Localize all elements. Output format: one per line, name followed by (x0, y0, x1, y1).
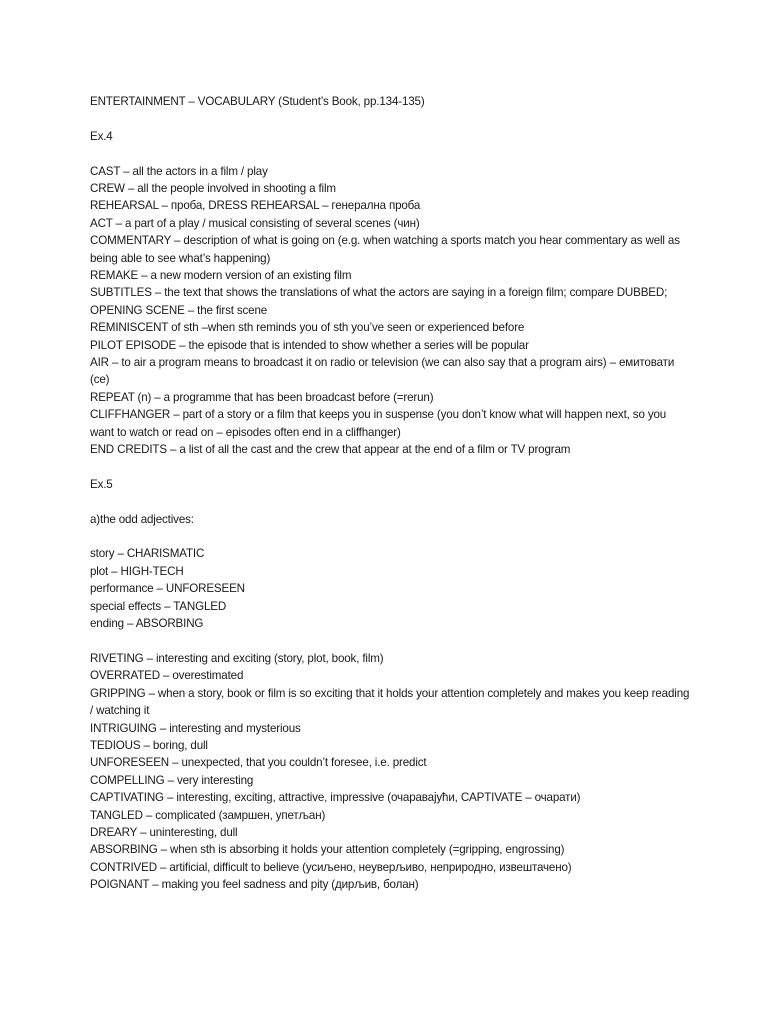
spacer (90, 493, 690, 510)
vocab-entry: CAST – all the actors in a film / play (90, 164, 268, 178)
vocab-entry: COMMENTARY – description of what is going on (e.g. when watching a sports match you hear commentary as well as being able to see what’s happening) (90, 234, 680, 265)
vocab-entry: CLIFFHANGER – part of a story or a film that keeps you in suspense (you don’t know what will happen next, so you want to watch or read on – episodes often end in a cliffhanger) (90, 408, 667, 439)
odd-adjective-item: special effects – TANGLED (90, 599, 227, 613)
vocab-entry: REPEAT (n) – a programme that has been broadcast before (=rerun) (90, 390, 434, 404)
vocab-entry: SUBTITLES – the text that shows the translations of what the actors are saying in a foreign film; compare DUBBED; (90, 286, 668, 300)
odd-adjective-item: plot – HIGH-TECH (90, 564, 184, 578)
exercise-4-heading: Ex.4 (90, 129, 113, 143)
exercise-4-entries (90, 163, 690, 459)
vocab-entry: CREW – all the people involved in shooting a film (90, 182, 336, 195)
spacer (90, 459, 690, 476)
spacer (90, 528, 690, 545)
definition-entry: OVERRATED – overestimated (90, 669, 244, 683)
odd-adjectives-list (90, 545, 690, 632)
definition-entry: ABSORBING – when sth is absorbing it holds your attention completely (=gripping, engrossing) (90, 843, 565, 857)
definition-entry: TANGLED – complicated (замршен, упетљан) (90, 808, 326, 822)
exercise-5-subheading: a)the odd adjectives: (90, 512, 194, 526)
definition-entry: CAPTIVATING – interesting, exciting, attractive, impressive (очаравајући, CAPTIVATE – очарати) (90, 791, 581, 805)
vocab-entry: REMINISCENT of sth –when sth reminds you of sth you’ve seen or experienced before (90, 321, 525, 335)
vocab-entry: REMAKE – a new modern version of an existing film (90, 269, 352, 283)
vocab-entry: AIR – to air a program means to broadcast it on radio or television (we can also say that a program airs) – емитовати (се) (90, 356, 675, 387)
vocab-entry: END CREDITS – a list of all the cast and the crew that appear at the end of a film or TV program (90, 443, 571, 457)
adjective-definitions (90, 650, 690, 894)
definition-entry: TEDIOUS – boring, dull (90, 738, 208, 752)
odd-adjective-item: performance – UNFORESEEN (90, 582, 245, 596)
definition-entry: UNFORESEEN – unexpected, that you couldn’t foresee, i.e. predict (90, 756, 427, 770)
definition-entry: POIGNANT – making you feel sadness and pity (дирљив, болан) (90, 878, 419, 892)
definition-entry: GRIPPING – when a story, book or film is so exciting that it holds your attention completely and makes you keep reading / watching it (90, 686, 690, 718)
definition-entry: INTRIGUING – interesting and mysterious (90, 721, 301, 735)
definition-entry: RIVETING – interesting and exciting (story, plot, book, film) (90, 651, 384, 665)
definition-entry: COMPELLING – very interesting (90, 773, 254, 787)
definition-entry: CONTRIVED – artificial, difficult to believe (усиљено, неуверљиво, неприродно, извештачено) (90, 860, 572, 874)
exercise-5-heading: Ex.5 (90, 477, 113, 491)
vocab-entry: ACT – a part of a play / musical consisting of several scenes (чин) (90, 216, 420, 230)
odd-adjective-item: ending – ABSORBING (90, 617, 204, 631)
document-body (90, 93, 690, 894)
vocab-entry: PILOT EPISODE – the episode that is intended to show whether a series will be popular (90, 338, 529, 352)
vocab-entry: OPENING SCENE – the first scene (90, 303, 268, 317)
vocab-entry: REHEARSAL – проба, DRESS REHEARSAL – генерална проба (90, 199, 421, 213)
spacer (90, 633, 690, 650)
odd-adjective-item: story – CHARISMATIC (90, 547, 205, 561)
definition-entry: DREARY – uninteresting, dull (90, 825, 238, 839)
spacer (90, 145, 690, 162)
document-title: ENTERTAINMENT – VOCABULARY (Student’s Book, pp.134-135) (90, 95, 425, 108)
spacer (90, 110, 690, 127)
